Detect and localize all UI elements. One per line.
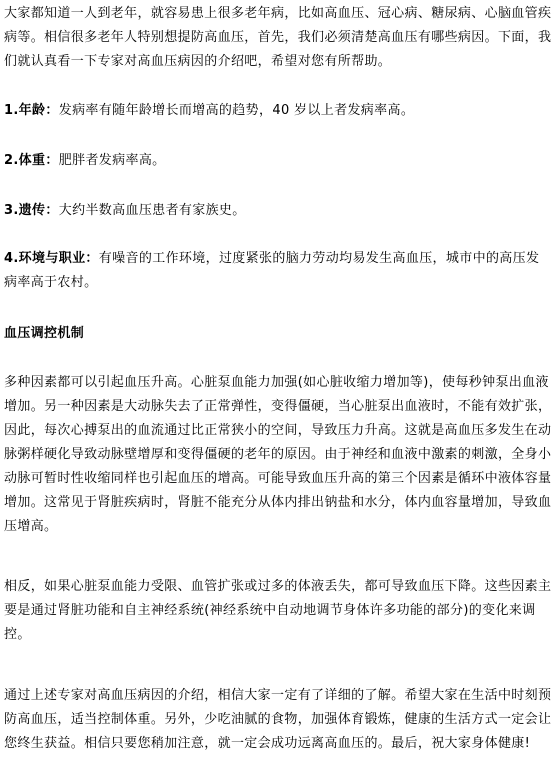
conclusion-paragraph: 通过上述专家对高血压病因的介绍，相信大家一定有了详细的了解。希望大家在生活中时刻预防高血压，适当控制体重。另外，少吃油腻的食物，加强体育锻炼，健康的生活方式一定会让您终生获益。相信只要您稍加注意，就一定会成功远离高血压的。最后，祝大家身体健康!: [4, 688, 552, 751]
factor-heredity-text: 大约半数高血压患者有家族史。: [58, 203, 246, 218]
factor-heredity: [4, 199, 552, 223]
factor-age-text: 发病率有随年龄增长而增高的趋势，40 岁以上者发病率高。: [58, 103, 415, 118]
factor-environment-text: 有噪音的工作环境，过度紧张的脑力劳动均易发生高血压，城市中的高压发病率高于农村。: [4, 251, 540, 290]
mechanism-paragraph: 多种因素都可以引起血压升高。心脏泵血能力加强(如心脏收缩力增加等)，使每秒钟泵出血液增加。另一种因素是大动脉失去了正常弹性，变得僵硬，当心脏泵出血液时，不能有效扩张，因此，每次心搏泵出的血流通过比正常狭小的空间，导致压力升高。这就是高血压多发生在动脉粥样硬化导致动脉壁增厚和变得僵硬的老年的原因。由于神经和血液中激素的刺激，全身小动脉可暂时性收缩同样也引起血压的增高。可能导致血压升高的第三个因素是循环中液体容量增加。这常见于肾脏疾病时，肾脏不能充分从体内排出钠盐和水分，体内血容量增加，导致血压增高。: [4, 375, 552, 534]
factor-environment-label: 4.环境与职业：: [4, 251, 99, 266]
blood-pressure-drop-paragraph: 相反，如果心脏泵血能力受限、血管扩张或过多的体液丢失，都可导致血压下降。这些因素主要是通过肾脏功能和自主神经系统(神经系统中自动地调节身体许多功能的部分)的变化来调控。: [4, 579, 552, 642]
factor-weight: [4, 149, 552, 173]
factor-age: [4, 99, 552, 123]
intro-paragraph: 大家都知道一人到老年，就容易患上很多老年病，比如高血压、冠心病、糖尿病、心脑血管疾病等。相信很多老年人特别想提防高血压，首先，我们必须清楚高血压有哪些病因。下面，我们就认真看一下专家对高血压病因的介绍吧，希望对您有所帮助。: [4, 6, 552, 69]
section-heading: 血压调控机制: [4, 326, 85, 341]
factor-heredity-label: 3.遗传：: [4, 203, 59, 218]
factor-weight-text: 肥胖者发病率高。: [58, 153, 166, 168]
factor-age-label: 1.年龄：: [4, 103, 59, 118]
factor-environment: [4, 247, 552, 295]
factor-weight-label: 2.体重：: [4, 153, 59, 168]
